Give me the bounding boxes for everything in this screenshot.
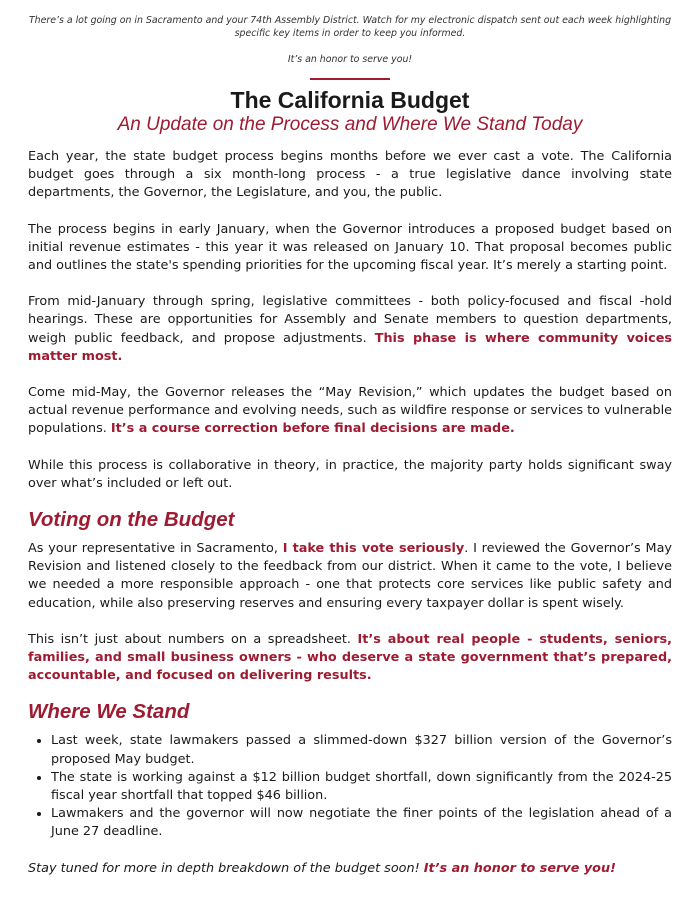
intro-signoff: It’s an honor to serve you! (287, 54, 413, 65)
page-title: The California Budget (230, 87, 470, 113)
paragraph-voting (28, 540, 672, 613)
paragraph-hearings (28, 293, 672, 366)
paragraph-real-people-text: This isn’t just about numbers on a spreadsheet. (28, 631, 358, 647)
closing-text: Stay tuned for more in depth breakdown of the budget soon! (28, 860, 424, 876)
intro-text: There’s a lot going on in Sacramento and your 74th Assembly District. Watch for my electronic dispatch sent out each week highlighting specific key items in order to keep you informed. (28, 15, 672, 39)
paragraph-may-revision-text: Come mid-May, the Governor releases the “May Revision,” which updates the budget based on actual revenue performance and evolving needs, such as wildfire response or services to vulnerable populations. (28, 385, 672, 437)
paragraph-voting-after: . I reviewed the Governor’s May Revision and listened closely to the feedback from our district. When it came to the vote, I believe we needed a more responsible approach - one that protects core services like public safety and education, while also preserving reserves and ensuring every taxpayer dollar is spent wisely. (28, 541, 672, 611)
paragraph-intro: Each year, the state budget process begins months before we ever cast a vote. The California budget goes through a six month-long process - a true legislative dance involving state departments, the Governor, the Legislature, and you, the public. (28, 149, 672, 201)
page-subtitle: An Update on the Process and Where We Stand Today (117, 114, 583, 135)
paragraph-hearings-highlight: This phase is where community voices matter most. (28, 330, 672, 364)
list-item: • The state is working against a $12 billion budget shortfall, down significantly from the 2024-25 fiscal year shortfall that topped $46 billion. (51, 769, 672, 805)
paragraph-real-people (28, 631, 672, 686)
heading-where-we-stand: Where We Stand (28, 700, 190, 724)
paragraph-real-people-highlight: It’s about real people - students, seniors, families, and small business owners - who deserve a state government that’s prepared, accountable, and focused on delivering results. (28, 631, 672, 684)
paragraph-voting-highlight: I take this vote seriously (282, 541, 465, 557)
paragraph-process-start: The process begins in early January, when the Governor introduces a proposed budget based on initial revenue estimates - this year it was released on January 10. That proposal becomes public and outlines the state's spending priorities for the upcoming fiscal year. It’s merely a starting point. (28, 221, 672, 274)
list-item: • Last week, state lawmakers passed a slimmed-down $327 billion version of the Governor’s proposed May budget. (51, 732, 672, 768)
paragraph-may-revision (28, 384, 672, 439)
paragraph-voting-before: As your representative in Sacramento, (28, 541, 283, 557)
title-divider (310, 78, 390, 80)
stand-bullet-list (28, 732, 672, 841)
closing-line (28, 860, 672, 878)
heading-voting: Voting on the Budget (28, 508, 235, 532)
paragraph-majority-party: While this process is collaborative in theory, in practice, the majority party holds significant sway over what’s included or left out. (28, 457, 672, 491)
list-item: • Lawmakers and the governor will now negotiate the finer points of the legislation ahead of a June 27 deadline. (51, 805, 672, 841)
closing-highlight: It’s an honor to serve you! (423, 860, 616, 876)
paragraph-may-revision-highlight: It’s a course correction before final decisions are made. (110, 421, 515, 437)
paragraph-hearings-text: From mid-January through spring, legislative committees - both policy-focused and fiscal -hold hearings. These are opportunities for Assembly and Senate members to question departments, weigh public feedback, and propose adjustments. (28, 294, 672, 346)
